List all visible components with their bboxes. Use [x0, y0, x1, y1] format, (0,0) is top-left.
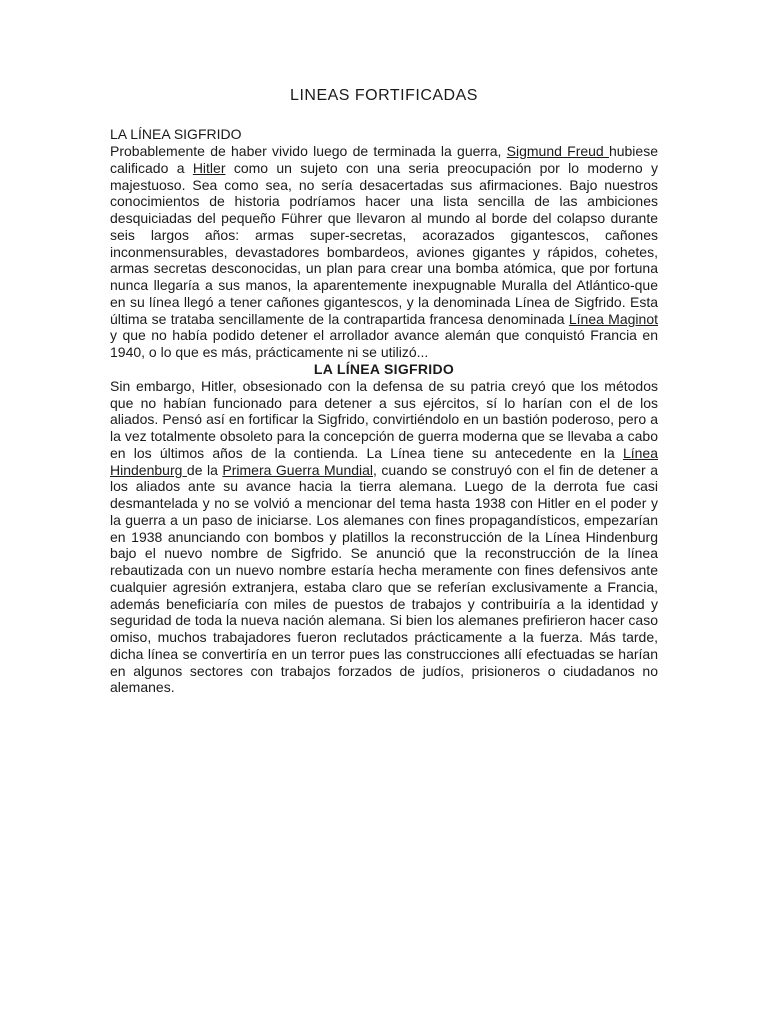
section-heading: LA LÍNEA SIGFRIDO [110, 126, 242, 142]
link-hitler[interactable]: Hitler [192, 159, 226, 176]
document-page [110, 86, 658, 696]
link-linea-maginot[interactable]: Línea Maginot [568, 310, 658, 327]
link-linea-hindenburg[interactable]: Línea Hindenburg [110, 444, 658, 478]
paragraph-text: Sin embargo, Hitler, obsesionado con la defensa de su patria creyó que los métodos que no habían funcionado para detener a sus ejércitos, sí lo harían con el de los aliados. Pensó así en fortificar la Sigfrido, convirtiéndolo en un bastión poderoso, pero a la vez totalmente obsoleto para la concepción de guerra moderna que se llevaba a cabo en los últimos años de la contienda. La Línea tiene su antecedente en la [110, 377, 658, 461]
link-primera-guerra-mundial[interactable]: Primera Guerra Mundial [222, 461, 374, 478]
paragraph-2 [110, 378, 658, 696]
paragraph-1 [110, 143, 658, 361]
paragraph-text: y que no había podido detener el arrollador avance alemán que conquistó Francia en 1940, o lo que es más, prácticamente ni se utilizó... [110, 327, 658, 360]
document-title: LINEAS FORTIFICADAS [290, 87, 478, 104]
paragraph-text: Probablemente de haber vivido luego de terminada la guerra, [110, 143, 507, 159]
paragraph-text: hubiese calificado a [110, 143, 658, 176]
paragraph-text: de la [186, 461, 223, 478]
paragraph-text: , cuando se construyó con el fin de detener a los aliados ante su avance hacia la tierra alemana. Luego de la derrota fue casi desmantelada y no se volvió a mencionar del tema hasta 1938 con Hitler en el poder y la guerra a un paso de iniciarse. Los alemanes con fines propagandísticos, empezarían en 1938 anunciando con bombos y platillos la reconstrucción de la Línea Hindenburg bajo el nuevo nombre de Sigfrido. Se anunció que la reconstrucción de la línea rebautizada con un nuevo nombre estaría hecha meramente con fines defensivos ante cualquier agresión extranjera, estaba claro que se referían exclusivamente a Francia, además beneficiaría con miles de puestos de trabajos y contribuiría a la identidad y seguridad de toda la nueva nación alemana. Si bien los alemanes prefirieron hacer caso omiso, muchos trabajadores fueron reclutados prácticamente a la fuerza. Más tarde, dicha línea se convertiría en un terror pues las construcciones allí efectuadas se harían en algunos sectores con trabajos forzados de judíos, prisioneros o ciudadanos no alemanes. [110, 461, 659, 696]
paragraph-text: como un sujeto con una seria preocupación por lo moderno y majestuoso. Sea como sea, no sería desacertadas sus afirmaciones. Bajo nuestros conocimientos de historia podríamos hacer una lista sencilla de las ambiciones desquiciadas del pequeño Führer que llevaron al mundo al borde del colapso durante seis largos años: armas super-secretas, acorazados gigantescos, cañones inconmensurables, devastadores bombardeos, aviones gigantes y rápidos, cohetes, armas secretas desconocidas, un plan para crear una bomba atómica, que por fortuna nunca llegaría a sus manos, la aparentemente inexpugnable Muralla del Atlántico-que en su línea llegó a tener cañones gigantescos, y la denominada Línea de Sigfrido. Esta última se trataba sencillamente de la contrapartida francesa denominada [110, 159, 658, 327]
sub-heading: LA LÍNEA SIGFRIDO [313, 360, 455, 377]
link-sigmund-freud[interactable]: Sigmund Freud [506, 143, 609, 159]
